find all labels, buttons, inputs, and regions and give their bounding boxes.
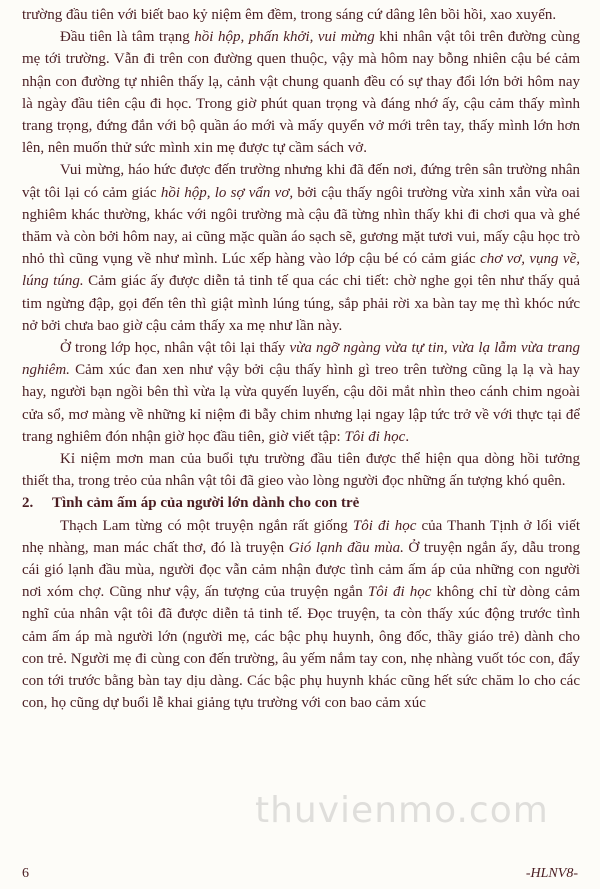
paragraph — [22, 515, 580, 715]
text-run: Thạch Lam từng có một truyện ngắn rất giống — [60, 517, 353, 534]
text-run: của Thanh Tịnh ở lối viết nhẹ nhàng, man mác chất thơ, đó là truyện — [22, 517, 580, 556]
page-footer — [22, 866, 578, 882]
text-run: trường đầu tiên với biết bao kỷ niệm êm đềm, trong sáng cứ dâng lên bồi hồi, xao xuyến. — [22, 7, 557, 23]
paragraph — [22, 448, 580, 492]
section-body — [22, 4, 580, 492]
italic-text: Tôi đi học — [367, 584, 432, 601]
page-number: 6 — [22, 866, 29, 881]
text-run: . — [405, 428, 410, 445]
paragraph — [22, 26, 580, 159]
italic-text: Tôi đi học — [344, 428, 406, 445]
section-heading — [22, 492, 580, 514]
text-run: Ở truyện ngắn ấy, dẫu trong cái gió lạnh đầu mùa, người đọc vẫn cảm nhận được tình cảm ấm áp của những con người nơi xóm chợ. Cũng như vậy, ấn tượng của truyện ngắn — [22, 539, 580, 601]
italic-text: Gió lạnh đầu mùa. — [288, 539, 404, 556]
text-run: Cảm giác ấy được diễn tả tinh tế qua các chi tiết: chờ nghe gọi tên như thấy quả tim ngừng đập, gọi đến tên thì giật mình lúng túng, sắp phải rời xa bàn tay mẹ thì khóc nức nở bởi chưa bao giờ cậu cảm thấy xa mẹ như lần này. — [22, 273, 580, 334]
text-run: Cảm xúc đan xen như vậy bởi cậu thấy hình gì treo trên tường cũng lạ lạ và hay hay, người bạn ngồi bên thì vừa lạ vừa quyến luyến, cậu dõi mắt nhìn theo cánh chim ngoài cửa sổ, mơ màng về những kỉ niệm đi bẫy chim nhưng lại ngay lập tức trở về với thực tại để trang nghiêm đón nhận giờ học đầu tiên, giờ viết tập: — [22, 362, 580, 445]
paragraph — [22, 159, 580, 337]
text-run: không chỉ từ dòng cảm nghĩ của nhân vật tôi đã được diễn tả tinh tế. Đọc truyện, ta còn thấy xúc động trước tình cảm ấm áp mà người lớn (người mẹ, các bậc phụ huynh, ông đốc, thầy giáo trẻ) dành cho con trẻ. Người mẹ đi cùng con đến trường, âu yếm nắm tay con, nhẹ nhàng vuốt tóc con, đẩy con tới trước bằng bàn tay dịu dàng. Các bậc phụ huynh khác cũng hết sức chăm lo cho các con, họ cũng dự buổi lễ khai giảng tựu trường với con bao cảm xúc — [22, 584, 580, 712]
section-number: 2. — [22, 495, 34, 512]
section-title: Tình cảm ấm áp của người lớn dành cho con trẻ — [52, 495, 360, 512]
paragraph — [22, 337, 580, 448]
text-run: Vui mừng, háo hức được đến trường nhưng khi đã đến nơi, đứng trên sân trường nhân vật tôi lại có cảm giác — [22, 162, 580, 201]
paragraph — [22, 4, 580, 26]
italic-text: Tôi đi học — [352, 517, 417, 534]
text-run: khi nhân vật tôi trên đường cùng mẹ tới trường. Vẫn đi trên con đường quen thuộc, vậy mà hôm nay bỗng nhiên cậu bé cảm nhận con đường tự nhiên thấy lạ, cảnh vật chung quanh đều có sự thay đổi lớn bởi hôm nay là ngày đầu tiên cậu đi học. Trong giờ phút quan trọng và đáng nhớ ấy, cậu cảm thấy mình trang trọng, đứng đắn với bộ quần áo mới và mấy quyển vở mới trên tay, thấy mình lớn hơn lên, nên muốn thử sức mình xin mẹ được tự cầm sách vở. — [22, 29, 580, 157]
italic-text: chơ vơ, vụng về, lúng túng. — [22, 251, 580, 290]
text-run: Đầu tiên là tâm trạng — [60, 29, 195, 46]
section-body-2 — [22, 515, 580, 715]
text-run: Ở trong lớp học, nhân vật tôi lại thấy — [60, 340, 290, 357]
italic-text: hồi hộp, lo sợ vẩn vơ, — [160, 184, 294, 201]
italic-text: hồi hộp, phấn khởi, vui mừng — [194, 29, 375, 46]
text-run: Kỉ niệm mơn man của buổi tựu trường đầu tiên được thể hiện qua dòng hồi tưởng thiết tha, trong trẻo của nhân vật tôi đã gieo vào lòng người đọc những ấn tượng khó quên. — [22, 451, 580, 490]
italic-text: vừa ngỡ ngàng vừa tự tin, vừa lạ lẫm vừa trang nghiêm. — [22, 340, 580, 379]
book-code: -HLNV8- — [525, 866, 578, 881]
document-page — [22, 4, 580, 715]
text-run: bởi cậu thấy ngôi trường vừa xinh xắn vừa oai nghiêm khác thường, khác với ngôi trường mà cậu đã từng nhìn thấy khi đi chơi qua và ghé thăm và còn bởi hôm nay, ai cũng mặc quần áo sạch sẽ, gương mặt tươi vui, mấy cậu học trò nhỏ thì cũng vụng về như mình. Lúc xếp hàng vào lớp cậu bé có cảm giác — [22, 184, 581, 268]
watermark: thuvienmo.com — [255, 790, 549, 831]
